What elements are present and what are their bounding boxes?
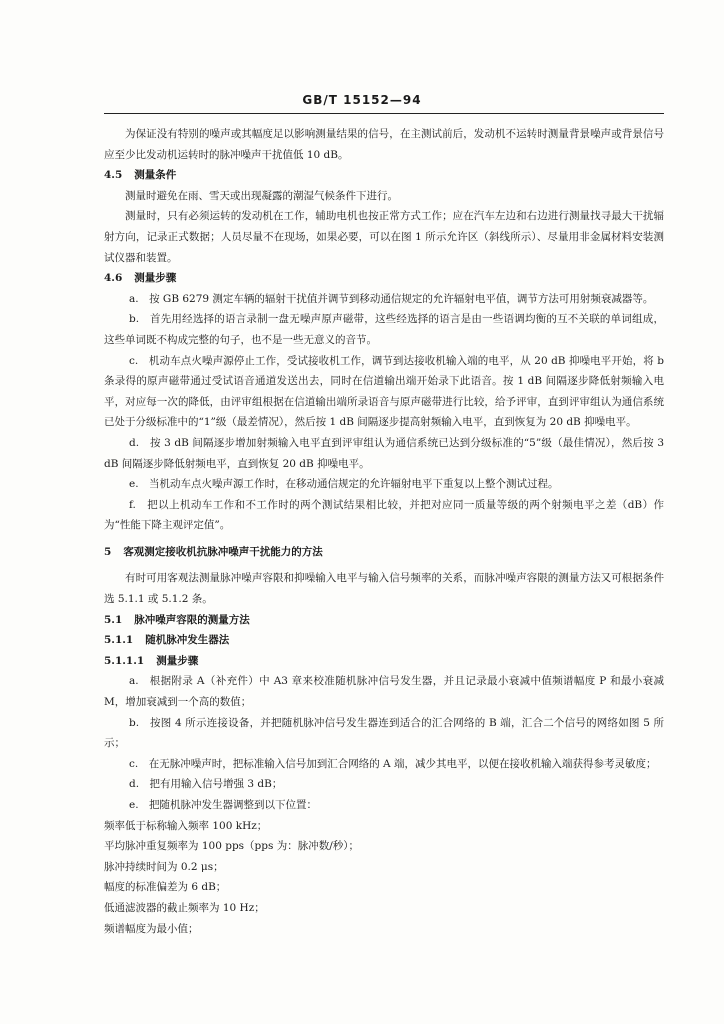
section-heading	[104, 165, 664, 186]
list-item: b. 按图 4 所示连接设备，并把随机脉冲信号发生器连到适合的汇合网络的 B 端，汇合二个信号的网络如图 5 所示；	[104, 716, 664, 750]
sub-item: 脉冲持续时间为 0.2 μs；	[104, 860, 224, 873]
section-number: 4.5	[104, 169, 123, 182]
sub-item: 频率低于标称输入频率 100 kHz；	[104, 819, 268, 832]
list-item: e. 把随机脉冲发生器调整到以下位置：	[129, 799, 318, 811]
header-rule	[104, 113, 664, 114]
section-title: 测量步骤	[156, 654, 199, 667]
section-number: 5.1.1	[104, 634, 134, 647]
list-item: b. 首先用经选择的语言录制一盘无噪声原声磁带，这些经选择的语言是由一些语调均衡的互不关联的单词组成，这些单词既不构成完整的句子，也不是一些无意义的音节。	[104, 313, 664, 346]
section-title: 测量条件	[134, 169, 177, 182]
list-item: d. 把有用输入信号增强 3 dB；	[129, 778, 283, 791]
paragraph: 有时可用客观法测量脉冲噪声容限和抑噪输入电平与输入信号频率的关系，而脉冲噪声容限的测量方法又可根据条件选 5.1.1 或 5.1.2 条。	[104, 572, 664, 606]
section-title: 脉冲噪声容限的测量方法	[134, 613, 250, 626]
section-number: 5.1	[104, 613, 123, 626]
sub-item: 幅度的标准偏差为 6 dB；	[104, 881, 227, 894]
list-item: e. 当机动车点火噪声源工作时，在移动通信规定的允许辐射电平下重复以上整个测试过程。	[129, 478, 559, 491]
sub-item: 低通滤波器的截止频率为 10 Hz；	[104, 901, 265, 914]
section-number: 5.1.1.1	[104, 654, 145, 667]
sub-item: 频谱幅度为最小值；	[104, 922, 199, 935]
list-item: c. 在无脉冲噪声时，把标准输入信号加到汇合网络的 A 端，减少其电平，以便在接收机输入端获得参考灵敏度；	[129, 757, 657, 770]
section-title: 测量步骤	[134, 272, 177, 285]
list-item: d. 按 3 dB 间隔逐步增加射频输入电平直到评审组认为通信系统已达到分级标准的“5”级（最佳情况），然后按 3 dB 间隔逐步降低射频电平，直到恢复 20 dB 抑噪电平。	[104, 436, 664, 470]
list-item: a. 根据附录 A（补充件）中 A3 章来校准随机脉冲信号发生器，并且记录最小衰减中值频谱幅度 P 和最小衰减 M，增加衰减到一个高的数值；	[104, 675, 664, 709]
section-heading	[104, 268, 664, 289]
list-item: c. 机动车点火噪声源停止工作，受试接收机工作，调节到达接收机输入端的电平，从 20 dB 抑噪电平开始，将 b 条录得的原声磁带通过受试语音通道发送出去，同时在信道输出端开始录下此语音。按 1 dB 间隔逐步降低射频输入电平，对应每一次的降低，由评审组根据在信道输出端所录语音与原声磁带进行比较，给予评审，直到评审组认为通信系统已处于分级标准中的“1”级（最差情况），然后按 1 dB 间隔逐步提高射频输入电平，直到恢复为 20 dB 抑噪电平。	[104, 354, 664, 429]
chapter-heading	[104, 542, 664, 563]
section-heading	[104, 651, 664, 672]
paragraph: 测量时避免在雨、雪天或出现凝露的潮湿气候条件下进行。	[125, 189, 398, 202]
section-heading	[104, 610, 664, 631]
section-number: 5	[104, 545, 112, 558]
page-header: GB/T 15152—94	[302, 93, 422, 107]
section-title: 客观测定接收机抗脉冲噪声干扰能力的方法	[123, 545, 323, 558]
paragraph: 测量时，只有必须运转的发动机在工作，辅助电机也按正常方式工作；应在汽车左边和右边进行测量找寻最大干扰辐射方向，记录正式数据；人员尽量不在现场，如果必要，可以在图 1 所示允许区（斜线所示）、尽量用非金属材料安装测试仪器和装置。	[104, 210, 664, 264]
document-body	[104, 124, 664, 939]
sub-item: 平均脉冲重复频率为 100 pps（pps 为：脉冲数/秒）；	[104, 840, 360, 853]
section-heading	[104, 630, 664, 651]
paragraph: 为保证没有特别的噪声或其幅度足以影响测量结果的信号，在主测试前后，发动机不运转时测量背景噪声或背景信号应至少比发动机运转时的脉冲噪声干扰值低 10 dB。	[104, 128, 664, 161]
list-item: f. 把以上机动车工作和不工作时的两个测试结果相比较，并把对应同一质量等级的两个射频电平之差（dB）作为“性能下降主观评定值”。	[104, 498, 664, 532]
section-number: 4.6	[104, 272, 123, 285]
list-item: a. 按 GB 6279 测定车辆的辐射干扰值并调节到移动通信规定的允许辐射电平值，调节方法可用射频衰减器等。	[129, 292, 654, 305]
section-title: 随机脉冲发生器法	[145, 634, 230, 647]
